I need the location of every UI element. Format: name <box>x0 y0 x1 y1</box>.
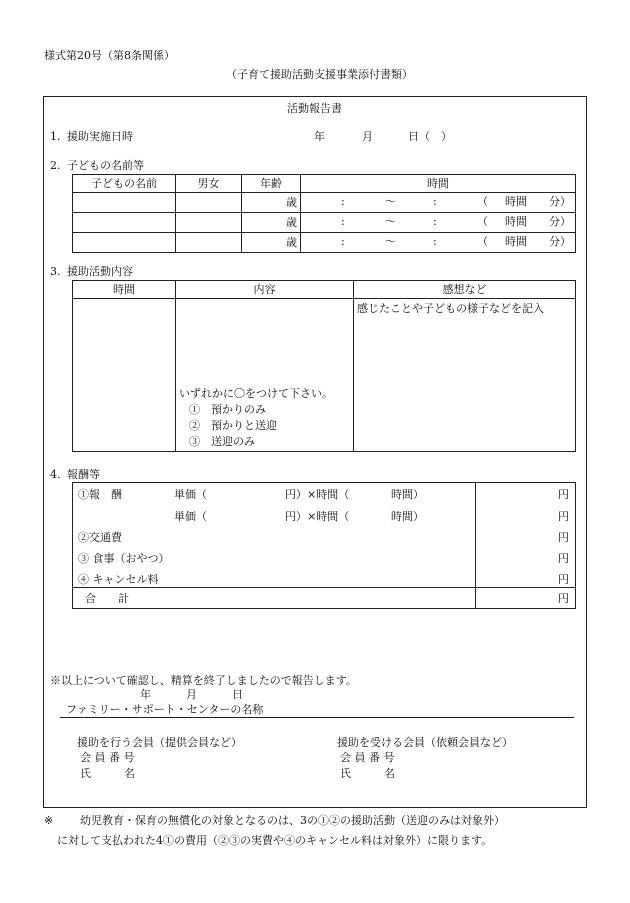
form-number: 様式第20号（第8条関係） <box>44 49 175 62</box>
hours-close: 時間） <box>391 488 424 501</box>
header-child-name: 子どもの名前 <box>73 175 176 193</box>
time-cell[interactable] <box>301 213 576 233</box>
section1-title: 援助実施日時 <box>67 130 133 143</box>
colon-end: : <box>433 235 437 248</box>
paren-open: （ <box>477 235 488 248</box>
header-gender: 男女 <box>176 175 242 193</box>
section2-title: 子どもの名前等 <box>67 159 144 172</box>
yen-unit: 円 <box>558 488 569 501</box>
activity-table <box>72 280 576 452</box>
tilde: ～ <box>385 235 396 248</box>
children-table <box>72 174 576 253</box>
confirm-year: 年 <box>140 688 151 701</box>
hours-label: 時間 <box>505 235 527 248</box>
paren-open: （ <box>477 195 488 208</box>
yen-unit: 円 <box>558 531 569 544</box>
section4-label: 4. <box>50 468 61 481</box>
gender-cell[interactable] <box>176 193 242 213</box>
fees-table <box>72 482 576 609</box>
provider-member-number: 会 員 番 号 <box>80 751 135 764</box>
colon-end: : <box>433 195 437 208</box>
confirmation-statement: ※以上について確認し、精算を終了しましたので報告します。 <box>50 674 357 687</box>
total-label: 合 計 <box>73 588 476 609</box>
option-care-and-transport[interactable]: ② 預かりと送迎 <box>189 419 277 432</box>
section1-label: 1. <box>50 130 61 143</box>
gender-cell[interactable] <box>176 233 242 253</box>
time-cell[interactable] <box>301 233 576 253</box>
yen-unit: 円 <box>558 573 569 586</box>
page-title: 活動報告書 <box>287 102 342 115</box>
yen-unit: 円 <box>558 552 569 565</box>
yen-times-hours: 円）×時間（ <box>285 510 350 523</box>
footnote-mark: ※ <box>44 814 54 827</box>
footnote-line2: に対して支払われた4①の費用（②③の実費や④のキャンセル料は対象外）に限ります。 <box>57 834 493 847</box>
header-age: 年齢 <box>242 175 301 193</box>
date-year: 年 <box>314 130 325 143</box>
total-amount-cell[interactable]: 円 <box>476 588 576 609</box>
table-row <box>73 213 576 233</box>
colon-start: : <box>341 195 345 208</box>
header-impressions: 感想など <box>354 281 576 299</box>
header-time: 時間 <box>301 175 576 193</box>
option-transport-only[interactable]: ③ 送迎のみ <box>189 435 255 448</box>
fee-label-remuneration: ①報 酬 <box>78 488 122 501</box>
form-subtitle: （子育て援助活動支援事業添付書類） <box>226 68 413 81</box>
child-name-cell[interactable] <box>73 213 176 233</box>
requester-member-number: 会 員 番 号 <box>340 751 395 764</box>
center-name-label: ファミリー・サポート・センターの名称 <box>66 703 264 716</box>
provider-title: 援助を行う会員（提供会員など） <box>77 736 242 749</box>
yen-times-hours: 円）×時間（ <box>285 488 350 501</box>
fees-amount-cell[interactable] <box>476 483 576 588</box>
tilde: ～ <box>385 195 396 208</box>
colon-end: : <box>433 215 437 228</box>
fee-label-transport: ②交通費 <box>78 531 122 544</box>
date-month: 月 <box>362 130 373 143</box>
fee-label-cancel: ④ キャンセル料 <box>78 573 159 586</box>
minutes-label: 分） <box>549 215 571 228</box>
section3-label: 3. <box>50 265 61 278</box>
option-care-only[interactable]: ① 預かりのみ <box>189 403 266 416</box>
activity-time-cell[interactable] <box>73 299 176 452</box>
table-row <box>73 193 576 213</box>
gender-cell[interactable] <box>176 213 242 233</box>
tilde: ～ <box>385 215 396 228</box>
age-cell[interactable]: 歳 <box>242 213 301 233</box>
fees-detail-cell[interactable] <box>73 483 476 588</box>
instruction-text: いずれかに〇をつけて下さい。 <box>179 387 333 400</box>
child-name-cell[interactable] <box>73 193 176 213</box>
unit-price-label: 単価（ <box>174 510 207 523</box>
section3-title: 援助活動内容 <box>67 265 133 278</box>
hours-label: 時間 <box>505 195 527 208</box>
hours-close: 時間） <box>391 510 424 523</box>
activity-content-cell[interactable] <box>176 299 354 452</box>
hours-label: 時間 <box>505 215 527 228</box>
minutes-label: 分） <box>549 195 571 208</box>
header-activity-time: 時間 <box>73 281 176 299</box>
header-activity-content: 内容 <box>176 281 354 299</box>
age-cell[interactable]: 歳 <box>242 193 301 213</box>
colon-start: : <box>341 235 345 248</box>
provider-name: 氏 名 <box>80 767 135 780</box>
requester-title: 援助を受ける会員（依頼会員など） <box>337 736 513 749</box>
colon-start: : <box>341 215 345 228</box>
time-cell[interactable] <box>301 193 576 213</box>
requester-name: 氏 名 <box>340 767 395 780</box>
minutes-label: 分） <box>549 235 571 248</box>
paren-open: （ <box>477 215 488 228</box>
fee-label-meal: ③ 食事（おやつ） <box>78 552 170 565</box>
confirm-month: 月 <box>186 688 197 701</box>
impressions-cell[interactable] <box>354 299 576 452</box>
age-cell[interactable]: 歳 <box>242 233 301 253</box>
table-row <box>73 233 576 253</box>
date-day: 日（ ） <box>408 130 452 143</box>
impressions-hint: 感じたことや子どもの様子などを記入 <box>357 302 544 315</box>
section4-title: 報酬等 <box>67 468 100 481</box>
unit-price-label: 単価（ <box>174 488 207 501</box>
footnote-line1: 幼児教育・保育の無償化の対象となるのは、3の①②の援助活動（送迎のみは対象外） <box>80 814 505 827</box>
child-name-cell[interactable] <box>73 233 176 253</box>
yen-unit: 円 <box>558 510 569 523</box>
confirm-day: 日 <box>232 688 243 701</box>
section2-label: 2. <box>50 159 61 172</box>
center-name-underline <box>60 717 574 718</box>
